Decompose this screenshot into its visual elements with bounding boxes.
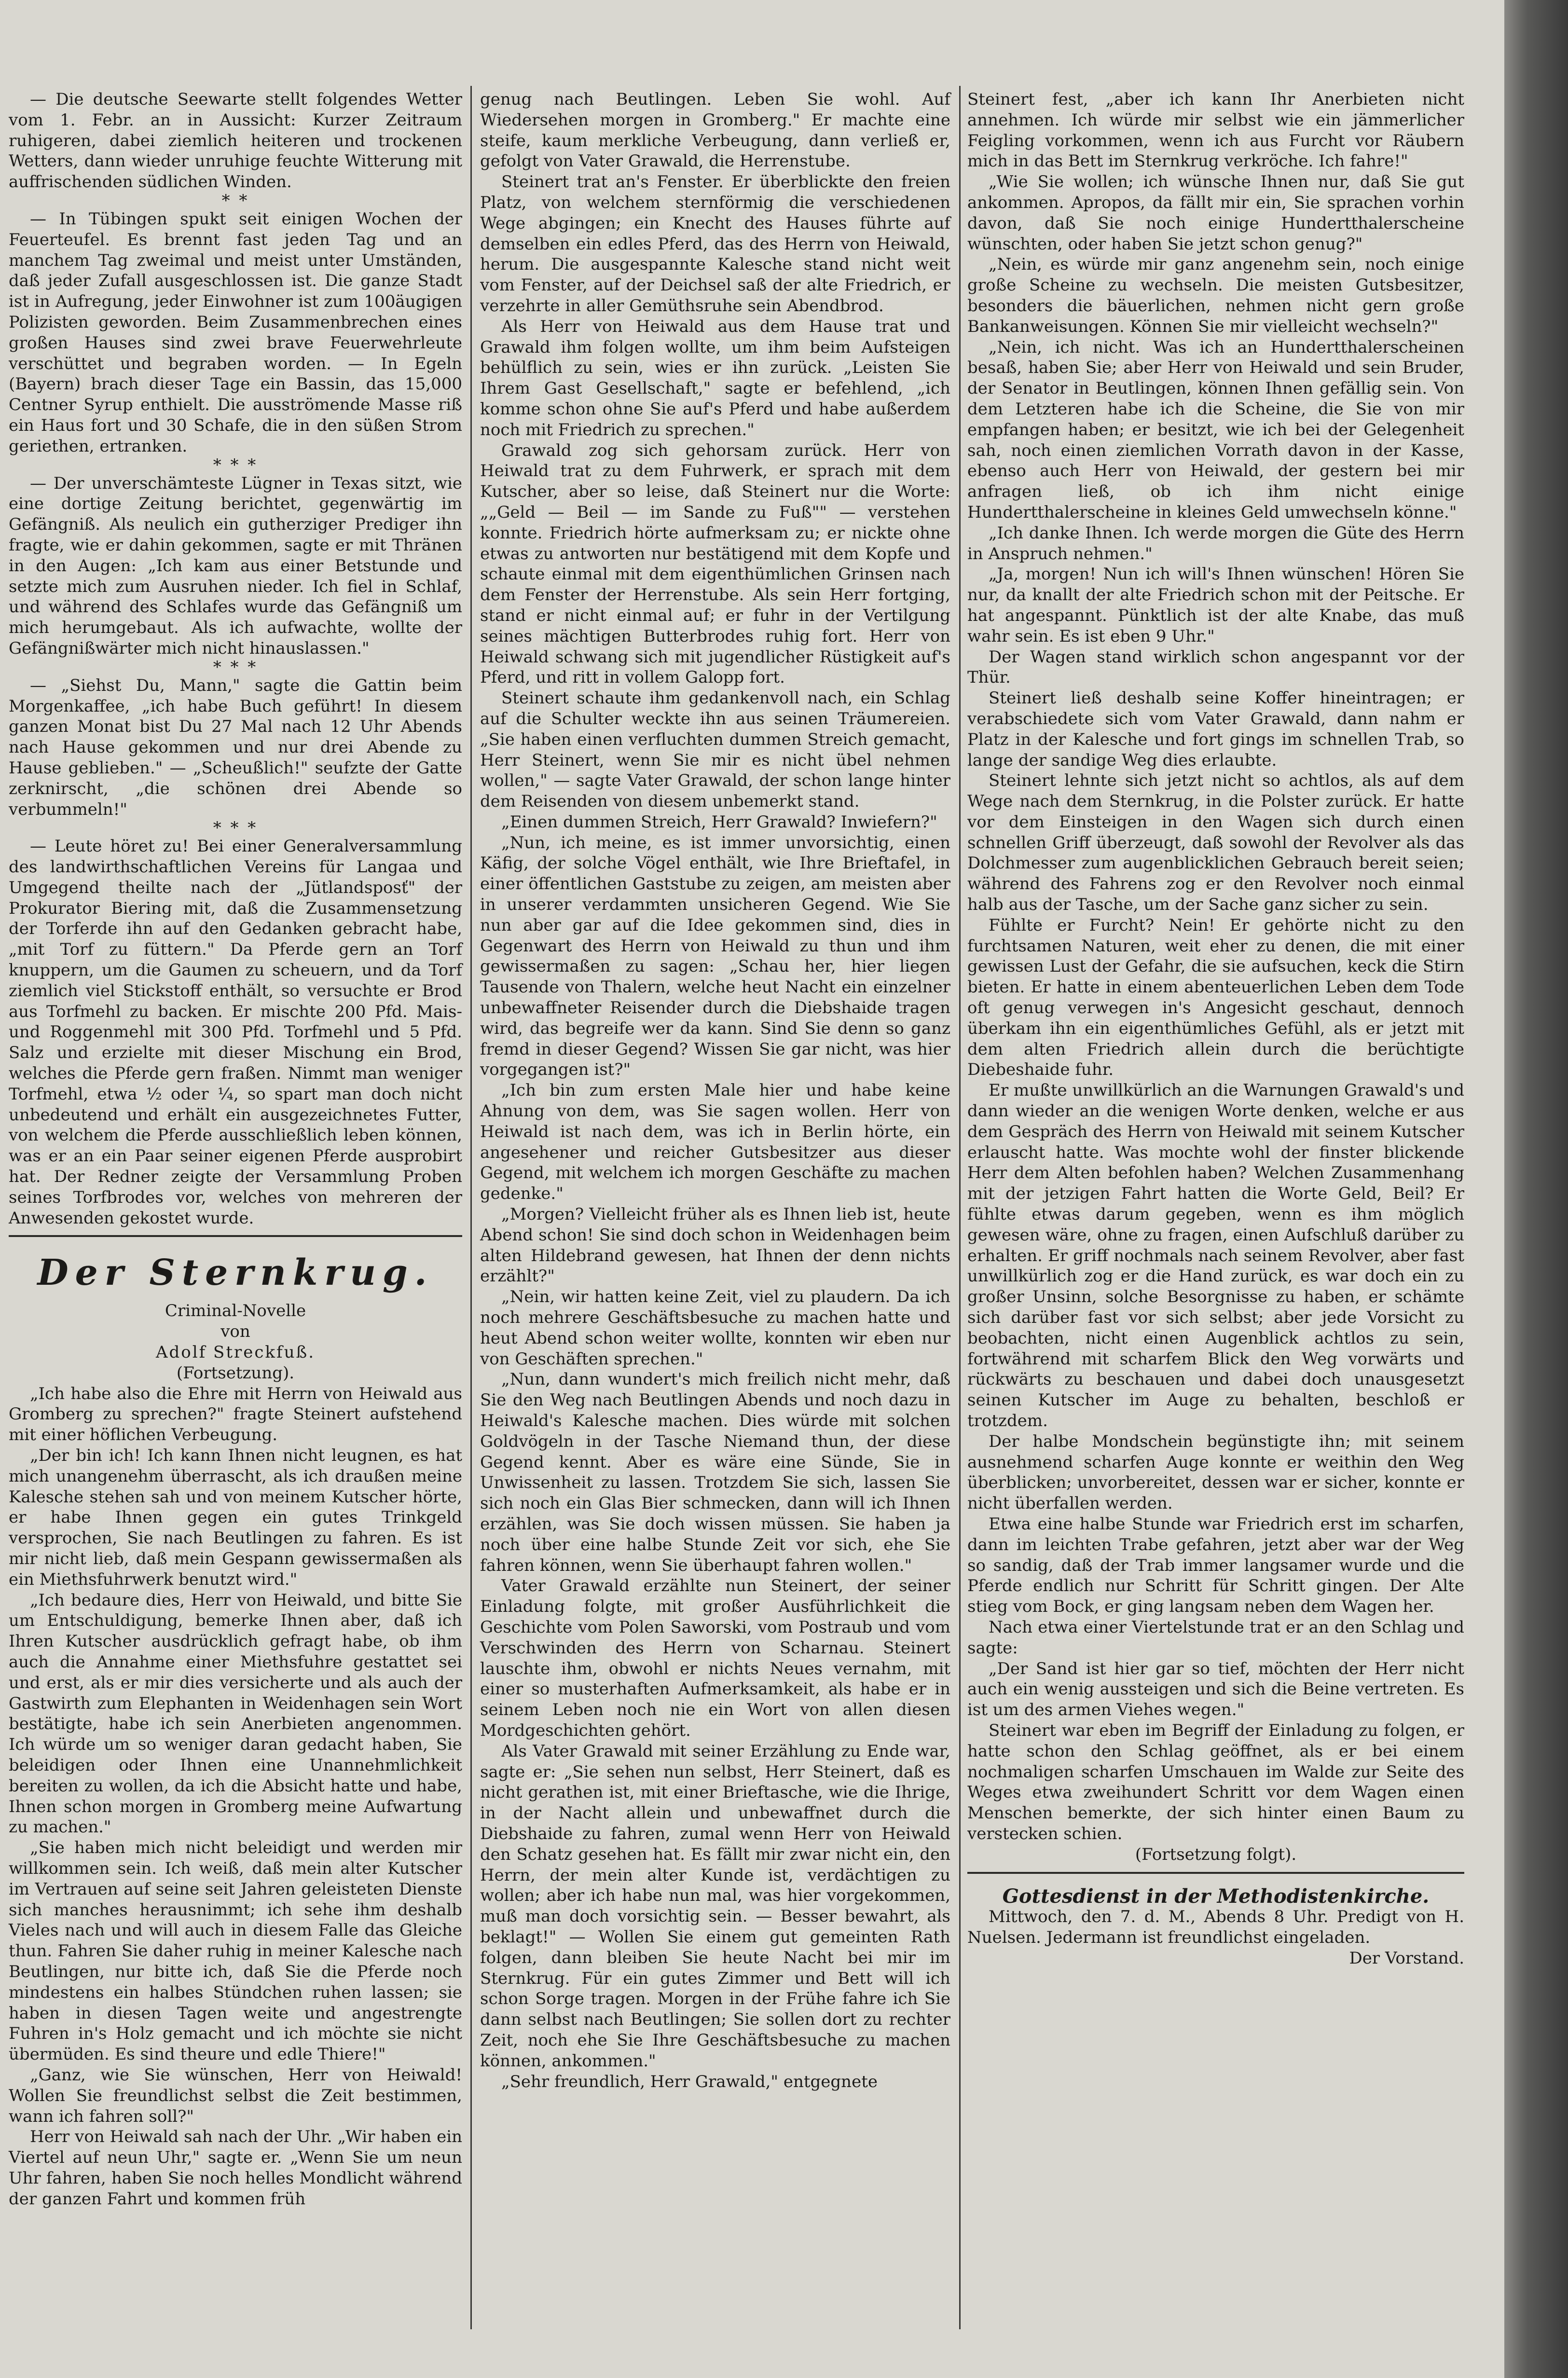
novel-author: Adolf Streckfuß. (155, 1343, 316, 1362)
novel-subtitle: Criminal-Novelle (165, 1301, 306, 1321)
section-divider (9, 1235, 462, 1237)
paragraph: Grawald zog sich gehorsam zurück. Herr von Heiwald trat zu dem Fuhrwerk, er sprach mit dem Kutscher, aber so leise, daß Steinert nur die Worte: „„Geld — Beil — im Sande zu Fuß"" — verstehen konnte. Friedrich hörte aufmerksam zu; er nickte ohne etwas zu antworten nur bestätigend mit dem Kopfe und schaute einmal mit dem eigenthümlichen Grinsen nach dem Fenster der Herrenstube. Als sein Herr fortging, stand er nicht einmal auf; er fuhr in der Vertilgung seines mächtigen Butterbrodes ruhig fort. Herr von Heiwald schwang sich mit jugendlicher Rüstigkeit auf's Pferd, und ritt in vollem Galopp fort. (480, 440, 950, 687)
article-luegner: — Der unverschämteste Lügner in Texas sitzt, wie eine dortige Zeitung berichtet, gegenwärtig im Gefängniß. Als neulich ein gutherziger Prediger ihn fragte, wie er dahin gekommen, sagte er mit Thränen in den Augen: „Ich kam aus einer Betstunde und setzte mich zum Ausruhen nieder. Ich fiel in Schlaf, und während des Schlafes wurde das Gefängniß um mich herumgebaut. Als ich aufwachte, wollte der Gefängnißwärter mich nicht hinauslassen." (9, 473, 462, 658)
paragraph: „Ich bin zum ersten Male hier und habe keine Ahnung von dem, was Sie sagen wollen. Herr von Heiwald ist nach dem, was ich in Berlin hörte, ein angesehener und reicher Gutsbesitzer aus dieser Gegend, mit welchem ich morgen Geschäfte zu machen gedenke." (480, 1081, 950, 1204)
paragraph: Als Herr von Heiwald aus dem Hause trat und Grawald ihm folgen wollte, um ihm beim Aufsteigen behülflich zu sein, wies er ihn zurück. „Leisten Sie Ihrem Gast Gesellschaft," sagte er befehlend, „ich komme schon ohne Sie auf's Pferd und habe außerdem noch mit Friedrich zu sprechen." (480, 316, 950, 440)
paragraph: Der halbe Mondschein begünstigte ihn; mit seinem ausnehmend scharfen Auge konnte er weithin den Weg überblicken; unvorbereitet, dessen war er sicher, konnte er nicht überfallen werden. (967, 1431, 1464, 1513)
paragraph: „Einen dummen Streich, Herr Grawald? Inwiefern?" (501, 812, 937, 832)
paragraph: „Der bin ich! Ich kann Ihnen nicht leugnen, es hat mich unangenehm überrascht, als ich draußen meine Kalesche stehen sah und von meinem Kutscher hörte, er habe Ihnen gegen ein gutes Trinkgeld versprochen, Sie nach Beutlingen zu fahren. Es ist mir nicht lieb, daß mein Gespann gewissermaßen als ein Miethsfuhrwerk benutzt wird." (9, 1446, 462, 1589)
separator-stars: * * (221, 191, 249, 210)
separator-stars: * * * (213, 657, 258, 677)
paragraph: Steinert fest, „aber ich kann Ihr Anerbieten nicht annehmen. Ich würde mir selbst wie ein jämmerlicher Feigling vorkommen, wenn ich aus Furcht vor Räubern mich in das Bett im Sternkrug verkröche. Ich fahre!" (967, 90, 1464, 171)
paragraph: „Ich danke Ihnen. Ich werde morgen die Güte des Herrn in Anspruch nehmen." (967, 523, 1464, 564)
novel-continuation: (Fortsetzung). (176, 1363, 295, 1383)
church-notice-text: Mittwoch, den 7. d. M., Abends 8 Uhr. Predigt von H. Nuelsen. Jedermann ist freundlichst eingeladen. (967, 1907, 1464, 1948)
paragraph: „Wie Sie wollen; ich wünsche Ihnen nur, daß Sie gut ankommen. Apropos, da fällt mir ein, Sie sprachen vorhin davon, daß Sie noch einige Hundertthalerscheine wünschten, oder haben Sie jetzt schon genug?" (967, 172, 1464, 254)
paragraph: Fühlte er Furcht? Nein! Er gehörte nicht zu den furchtsamen Naturen, weit eher zu denen, die mit einer gewissen Lust der Gefahr, die sie aufsuchen, keck die Stirn bieten. Er hatte in einem abenteuerlichen Leben dem Tode oft genug verwegen in's Angesicht geschaut, dennoch überkam ihn ein eigenthümliches Gefühl, als er jetzt mit dem alten Friedrich allein durch die berüchtigte Diebeshaide fuhr. (967, 915, 1464, 1080)
paragraph: „Sie haben mich nicht beleidigt und werden mir willkommen sein. Ich weiß, daß mein alter Kutscher im Vertrauen auf seine seit Jahren geleisteten Dienste sich manches herausnimmt; ich sehe ihm deshalb Vieles nach und will auch in diesem Falle das Gleiche thun. Fahren Sie daher ruhig in meiner Kalesche nach Beutlingen, nur bitte ich, daß Sie die Pferde noch mindestens ein halbes Stündchen ruhen lassen; sie haben in diesen Tagen weite und angestrengte Fuhren in's Holz gemacht und ich möchte sie nicht übermüden. Es sind theure und edle Thiere!" (9, 1838, 462, 2064)
column-rule (959, 86, 961, 2329)
paragraph: Steinert schaute ihm gedankenvoll nach, ein Schlag auf die Schulter weckte ihn aus seinen Träumereien. „Sie haben einen verfluchten dummen Streich gemacht, Herr Steinert, wenn Sie mir es nicht übel nehmen wollen," — sagte Vater Grawald, der schon lange hinter dem Reisenden von diesem unbemerkt stand. (480, 688, 950, 811)
article-seewarte: — Die deutsche Seewarte stellt folgendes Wetter vom 1. Febr. an in Aussicht: Kurzer Zeitraum ruhigeren, dabei ziemlich heiteren und trockenen Wetters, dann wieder unruhige feuchte Witterung mit auffrischenden südlichen Winden. (9, 90, 462, 192)
paragraph: Steinert ließ deshalb seine Koffer hineintragen; er verabschiedete sich vom Vater Grawald, dann nahm er Platz in der Kalesche und fort gings im schnellen Trab, so lange der sandige Weg dies erlaubte. (967, 688, 1464, 770)
column-2 (480, 89, 950, 2092)
paragraph: „Ganz, wie Sie wünschen, Herr von Heiwald! Wollen Sie freundlichst selbst die Zeit bestimmen, wann ich fahren soll?" (9, 2065, 462, 2126)
paragraph: Er mußte unwillkürlich an die Warnungen Grawald's und dann wieder an die wenigen Worte denken, welche er aus dem Gespräch des Herrn von Heiwald mit seinem Kutscher erlauscht hatte. Was mochte wohl der finster blickende Herr dem Alten befohlen haben? Welchen Zusammenhang mit der jetzigen Fahrt hatten die Worte Geld, Beil? Er fühlte etwas darum gegeben, wenn es ihm möglich gewesen wäre, ohne zu fragen, einen Aufschluß darüber zu erhalten. Er griff nochmals nach seinem Revolver, aber fast unwillkürlich zog er die Hand zurück, es war doch ein zu großer Unsinn, solche Besorgnisse zu haben, er schämte sich darüber fast vor sich selbst; aber jede Vorsicht zu beobachten, nicht einen Augenblick achtlos zu sein, fortwährend mit scharfem Blick den Weg vorwärts und rückwärts zu beschauen und dabei doch unausgesetzt seinen Kutscher im Auge zu behalten, beschloß er trotzdem. (967, 1081, 1464, 1430)
novel-von: von (220, 1322, 250, 1342)
article-tuebingen: — In Tübingen spukt seit einigen Wochen der Feuerteufel. Es brennt fast jeden Tag und an manchem Tag zweimal und meist unter Umständen, daß jeder Zufall ausgeschlossen ist. Die ganze Stadt ist in Aufregung, jeder Einwohner ist zum 100äugigen Polizisten geworden. Beim Zusammenbrechen eines großen Hauses sind zwei brave Feuerwehrleute verschüttet und begraben worden. — In Egeln (Bayern) brach dieser Tage ein Bassin, das 15,000 Centner Syrup enthielt. Die ausströmende Masse riß ein Haus fort und 30 Schafe, die in den süßen Strom geriethen, ertranken. (9, 209, 462, 456)
novel-title: Der Sternkrug. (37, 1252, 434, 1294)
column-1 (9, 89, 462, 2210)
paragraph: genug nach Beutlingen. Leben Sie wohl. Auf Wiedersehen morgen in Gromberg." Er machte eine steife, kaum merkliche Verbeugung, dann verließ er, gefolgt von Vater Grawald, die Herrenstube. (480, 90, 950, 171)
church-notice-signature: Der Vorstand. (1349, 1948, 1464, 1968)
paragraph: Vater Grawald erzählte nun Steinert, der seiner Einladung folgte, mit großer Ausführlichkeit die Geschichte vom Polen Saworski, vom Postraub und vom Verschwinden des Herrn von Scharnau. Steinert lauschte ihm, obwohl er nichts Neues vernahm, mit einer so musterhaften Aufmerksamkeit, als habe er in seinem Leben noch nie ein Wort von allen diesen Mordgeschichten gehört. (480, 1576, 950, 1740)
paragraph: „Nein, ich nicht. Was ich an Hundertthalerscheinen besaß, haben Sie; aber Herr von Heiwald und sein Bruder, der Senator in Beutlingen, können Ihnen gefällig sein. Von dem Letzteren habe ich die Scheine, die Sie von mir empfangen haben; er besitzt, wie ich bei der Gelegenheit sah, noch einen ziemlichen Vorrath davon in der Kasse, ebenso auch Herr von Heiwald, der gestern bei mir anfragen ließ, ob ich ihm nicht einige Hundertthalerscheine in kleines Geld umwechseln könne." (967, 337, 1464, 522)
paragraph: Steinert trat an's Fenster. Er überblickte den freien Platz, von welchem sternförmig die verschiedenen Wege abgingen; ein Knecht des Hauses führte auf demselben ein edles Pferd, das des Herrn von Heiwald, herum. Die ausgespannte Kalesche stand nicht weit vom Fenster, auf der Deichsel saß der alte Friedrich, er verzehrte in aller Gemüthsruhe sein Abendbrod. (480, 172, 950, 316)
paragraph: „Nein, es würde mir ganz angenehm sein, noch einige große Scheine zu wechseln. Die meisten Gutsbesitzer, besonders die bäuerlichen, nehmen nicht gern große Bankanweisungen. Können Sie mir vielleicht wechseln?" (967, 255, 1464, 336)
paragraph: Steinert lehnte sich jetzt nicht so achtlos, als auf dem Wege nach dem Sternkrug, in die Polster zurück. Er hatte vor dem Einsteigen in den Wagen sich durch einen schnellen Griff überzeugt, daß sowohl der Revolver als das Dolchmesser zum augenblicklichen Gebrauch bereit seien; während des Fahrens zog er den Revolver noch einmal halb aus der Tasche, um der Sache ganz sicher zu sein. (967, 771, 1464, 915)
paragraph: „Der Sand ist hier gar so tief, möchten der Herr nicht auch ein wenig aussteigen und sich die Beine vertreten. Es ist um des armen Viehes wegen." (967, 1659, 1464, 1720)
paragraph: „Nun, ich meine, es ist immer unvorsichtig, einen Käfig, der solche Vögel enthält, wie Ihre Brieftafel, in einer öffentlichen Gaststube zu zeigen, am meisten aber in unserer verdammten unsicheren Gegend. Wie Sie nun aber gar auf die Idee gekommen sind, dies in Gegenwart des Herrn von Heiwald zu thun und ihm gewissermaßen zu sagen: „Schau her, hier liegen Tausende von Thalern, welche heut Nacht ein einzelner unbewaffneter Reisender durch die Diebshaide tragen wird, das begreife wer da kann. Sind Sie denn so ganz fremd in dieser Gegend? Wissen Sie gar nicht, was hier vorgegangen ist?" (480, 833, 950, 1080)
novel-continuation-footer: (Fortsetzung folgt). (1135, 1844, 1297, 1864)
church-notice-title: Gottesdienst in der Methodistenkirche. (1002, 1884, 1430, 1908)
section-divider (967, 1872, 1464, 1874)
paragraph: Herr von Heiwald sah nach der Uhr. „Wir haben ein Viertel auf neun Uhr," sagte er. „Wenn Sie um neun Uhr fahren, haben Sie noch helles Mondlicht während der ganzen Fahrt und kommen früh (9, 2127, 462, 2209)
separator-stars: * * * (213, 455, 258, 475)
paragraph: „Ja, morgen! Nun ich will's Ihnen wünschen! Hören Sie nur, da knallt der alte Friedrich schon mit der Peitsche. Er hat angespannt. Pünktlich ist der alte Knabe, das muß wahr sein. Es ist eben 9 Uhr." (967, 564, 1464, 646)
paragraph: Als Vater Grawald mit seiner Erzählung zu Ende war, sagte er: „Sie sehen nun selbst, Herr Steinert, daß es nicht gerathen ist, mit einer Brieftasche, wie die Ihrige, in der Nacht allein und unbewaffnet durch die Diebshaide zu fahren, zumal wenn Herr von Heiwald den Schatz gesehen hat. Es fällt mir zwar nicht ein, den Herrn, der mein alter Kunde ist, verdächtigen zu wollen; aber ich habe nun mal, was hier vorgekommen, muß man doch vorsichtig sein. — Besser bewahrt, als beklagt!" — Wollen Sie einem gut gemeinten Rath folgen, dann bleiben Sie heute Nacht bei mir im Sternkrug. Für ein gutes Zimmer und Bett will ich schon Sorge tragen. Morgen in der Frühe fahre ich Sie dann selbst nach Beutlingen; Sie sollen dort zu rechter Zeit, noch ehe Sie Ihre Geschäftsbesuche zu machen können, ankommen." (480, 1741, 950, 2071)
article-torf: — Leute höret zu! Bei einer Generalversammlung des landwirthschaftlichen Vereins für Langaa und Umgegend theilte nach der „Jütlandsposť" der Prokurator Biering mit, daß die Zusammensetzung der Torferde ihn auf den Gedanken gebracht habe, „mit Torf zu füttern." Da Pferde gern an Torf knuppern, um die Gaumen zu scheuern, und da Torf ziemlich viel Stickstoff enthält, so versuchte er Brod aus Torfmehl zu backen. Er mischte 200 Pfd. Mais- und Roggenmehl mit 300 Pfd. Torfmehl und 5 Pfd. Salz und erzielte mit dieser Mischung ein Brod, welches die Pferde gern fraßen. Nimmt man weniger Torfmehl, etwa ½ oder ¼, so spart man doch nicht unbedeutend und erhält ein ausgezeichnetes Futter, von welchem die Pferde ausschließlich leben können, was er an ein Paar seiner eigenen Pferde ausprobirt hat. Der Redner zeigte der Versammlung Proben seines Torfbrodes vor, welches von mehreren der Anwesenden gekostet wurde. (9, 837, 462, 1228)
paragraph: Nach etwa einer Viertelstunde trat er an den Schlag und sagte: (967, 1617, 1464, 1658)
separator-stars: * * * (213, 818, 258, 838)
paragraph: Der Wagen stand wirklich schon angespannt vor der Thür. (967, 647, 1464, 687)
paragraph: „Morgen? Vielleicht früher als es Ihnen lieb ist, heute Abend schon! Sie sind doch schon in Weidenhagen beim alten Hildebrand gewesen, hat Ihnen der denn nichts erzählt?" (480, 1205, 950, 1286)
article-buch: — „Siehst Du, Mann," sagte die Gattin beim Morgenkaffee, „ich habe Buch geführt! In diesem ganzen Monat bist Du 27 Mal nach 12 Uhr Abends nach Hause gekommen und nur drei Abende zu Hause geblieben." — „Scheußlich!" seufzte der Gatte zerknirscht, „die schönen drei Abende so verbummeln!" (9, 675, 462, 819)
column-3 (967, 89, 1464, 1969)
paragraph: „Nun, dann wundert's mich freilich nicht mehr, daß Sie den Weg nach Beutlingen Abends und noch dazu in Heiwald's Kalesche machen. Dies würde mit solchen Goldvögeln in der Tasche Niemand thun, der diese Gegend kennt. Aber es wäre eine Sünde, Sie in Unwissenheit zu lassen. Trotzdem Sie sich, lassen Sie sich noch ein Glas Bier schmecken, dann will ich Ihnen erzählen, was Sie doch wissen müssen. Sie haben ja noch über eine halbe Stunde Zeit vor sich, ehe Sie fahren können, wenn Sie überhaupt fahren wollen." (480, 1370, 950, 1575)
paragraph: Etwa eine halbe Stunde war Friedrich erst im scharfen, dann im leichten Trabe gefahren, jetzt aber war der Weg so sandig, daß der Trab immer langsamer wurde und die Pferde endlich nur Schritt für Schritt gingen. Der Alte stieg vom Bock, er ging langsam neben dem Wagen her. (967, 1514, 1464, 1617)
column-rule (470, 86, 472, 2329)
paragraph: „Ich habe also die Ehre mit Herrn von Heiwald aus Gromberg zu sprechen?" fragte Steinert aufstehend mit einer höflichen Verbeugung. (9, 1384, 462, 1445)
paragraph: „Ich bedaure dies, Herr von Heiwald, und bitte Sie um Entschuldigung, bemerke Ihnen aber, daß ich Ihren Kutscher ausdrücklich gefragt habe, ob ihm auch die Annahme einer Miethsfuhre gestattet sei und erst, als er mir dies versicherte und als auch der Gastwirth zum Elephanten in Weidenhagen sein Wort bestätigte, habe ich sein Anerbieten angenommen. Ich würde um so weniger daran gedacht haben, Sie beleidigen oder Ihnen eine Unannehmlichkeit bereiten zu wollen, da ich die Absicht hatte und habe, Ihnen schon morgen in Gromberg meine Aufwartung zu machen." (9, 1590, 462, 1837)
page-edge-shadow (1504, 0, 1568, 2378)
paragraph: „Nein, wir hatten keine Zeit, viel zu plaudern. Da ich noch mehrere Geschäftsbesuche zu machen hatte und heut Abend schon weiter wollte, konnten wir eben nur von Geschäften sprechen." (480, 1287, 950, 1369)
paragraph: „Sehr freundlich, Herr Grawald," entgegnete (501, 2072, 878, 2091)
paragraph: Steinert war eben im Begriff der Einladung zu folgen, er hatte schon den Schlag geöffnet, als er bei einem nochmaligen scharfen Umschauen im Walde zur Seite des Weges etwa zweihundert Schritt vor dem Wagen einen Menschen bemerkte, der sich hinter einen Baum zu verstecken schien. (967, 1720, 1464, 1843)
